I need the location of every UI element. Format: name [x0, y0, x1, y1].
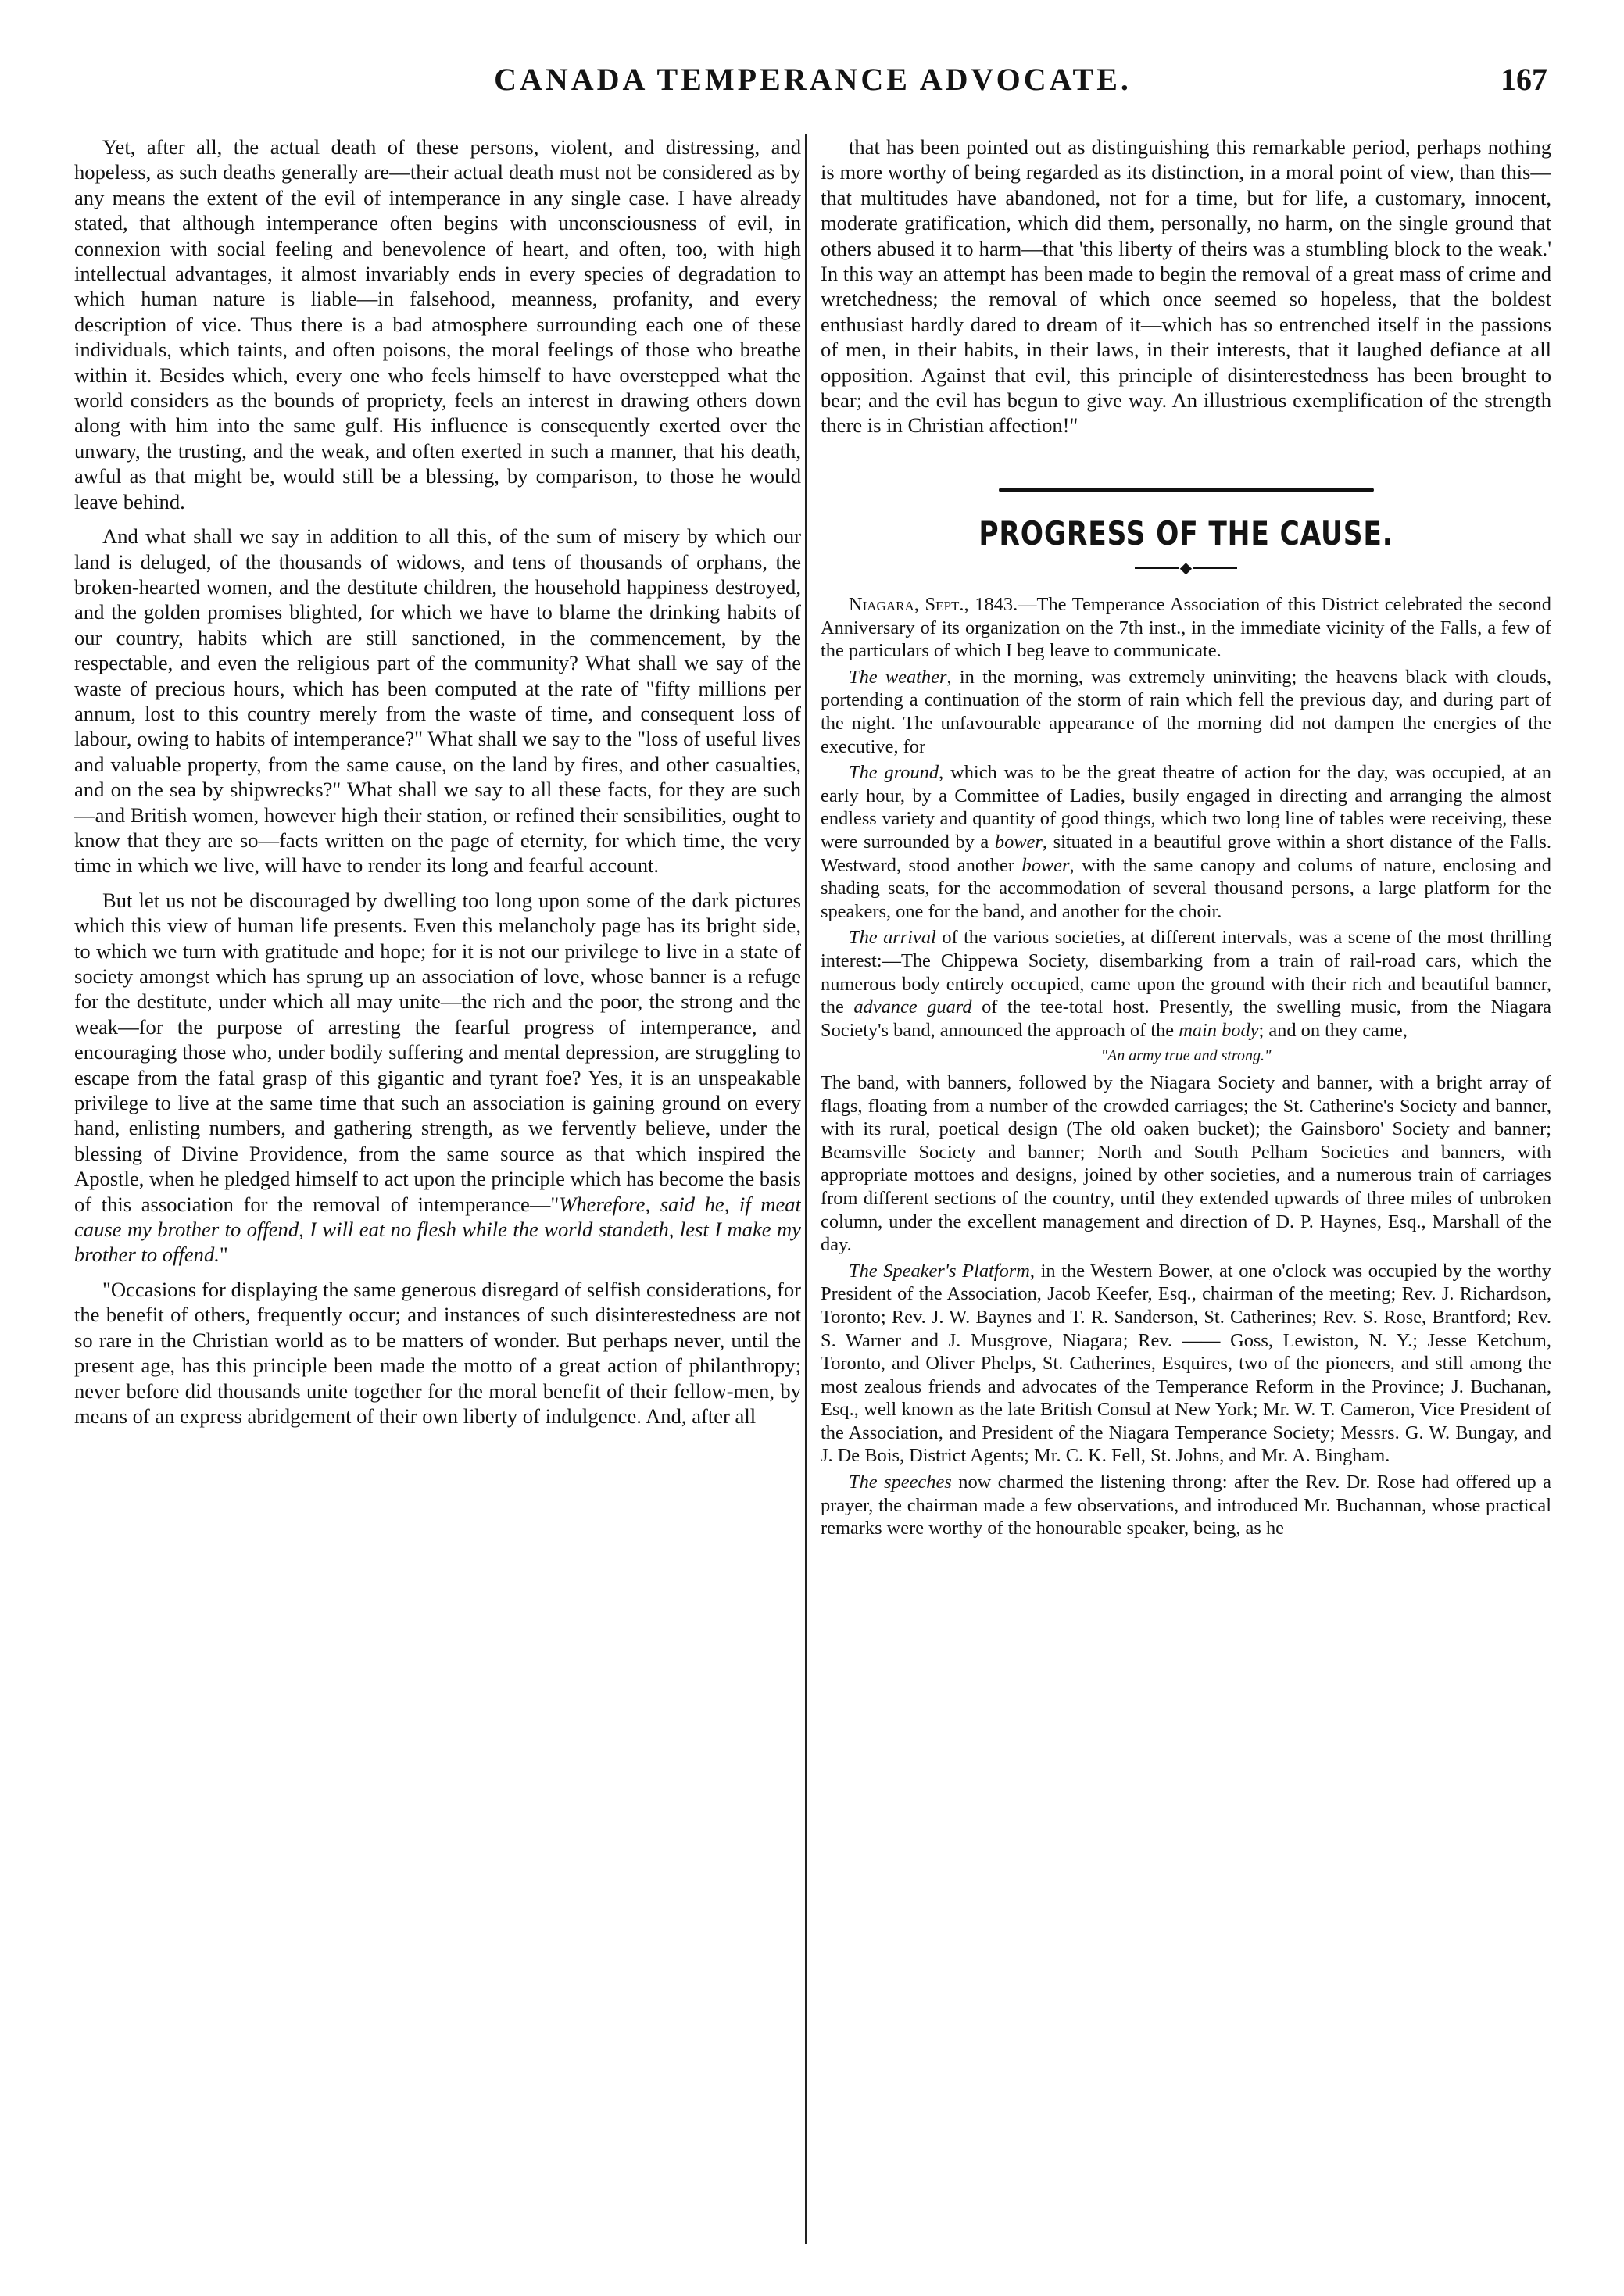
page-header: [78, 61, 1547, 108]
left-column: [74, 134, 801, 2244]
paragraph: [74, 888, 801, 1268]
paragraph: that has been pointed out as distinguishing this remarkable period, perhaps nothing is more worthy of being regarded as its distinction, in a moral point of view, than this—that multitudes have abandoned, not for a time, but for life, a customary, innocent, moderate gratification, which did them, personally, no harm, on the single ground that others abused it to harm—that 'this liberty of theirs was a stumbling block to the weak.' In this way an attempt has been made to begin the removal of a great mass of crime and wretchedness; the removal of which once seemed so hopeless, that the boldest enthusiast hardly dared to dream of it—which has so entrenched itself in the passions of men, in their habits, in their laws, in their interests, that it laughed defiance at all opposition. Against that evil, this principle of disinterestedness has been brought to bear; and the evil has begun to give way. An illustrious exemplification of the strength there is in Christian affection!": [821, 135, 1551, 438]
scripture-quote: Wherefore, said he, if meat cause my brother to offend, I will eat no flesh while the world standeth, lest I make my brother to offend.: [74, 1192, 801, 1267]
lead-phrase: The ground: [849, 762, 939, 784]
ornament-divider: [821, 560, 1551, 576]
paragraph: The speeches now charmed the listening throng: after the Rev. Dr. Rose had offered up a prayer, the chairman made a few observations, and introduced Mr. Buchannan, whose practical remarks were worthy of the honourable speaker, being, as he: [821, 1472, 1551, 1540]
paragraph: The arrival of the various societies, at different intervals, was a scene of the most thrilling interest:—The Chippewa Society, disembarking from a train of rail-road cars, which the numerous body entirely occupied, came upon the ground with their rich and beautiful banner, the advance guard of the tee-total host. Presently, the swelling music, from the Niagara Society's band, announced the approach of the main body; and on they came,: [821, 927, 1551, 1041]
paragraph: And what shall we say in addition to all this, of the sum of misery by which our land is deluged, of the thousands of widows, and tens of thousands of orphans, the broken-hearted women, and the destitute children, the household happiness destroyed, and the golden promises blighted, for which we have to blame the drinking habits of our country, habits which are still sanctioned, in the commencement, by the respectable, and even the religious part of the community? What shall we say of the waste of precious hours, which has been computed at the rate of "fifty millions per annum, lost to this country merely from the waste of time, and consequent loss of labour, owing to habits of intemperance?" What shall we say to the "loss of useful lives and valuable property, from the same cause, on the land by fires, and other casualties, and on the sea by shipwrecks?" What shall we say to all these facts, for they are such—and British women, however high their station, or refined their sensibilities, ought to know that they are so—facts written on the page of eternity, for which time, the very time in which we live, will have to render its long and fearful account.: [74, 524, 801, 878]
paragraph: Yet, after all, the actual death of these persons, violent, and distressing, and hopeless, as such deaths generally are—their actual death must not be considered as by any means the extent of the evil of intemperance in any single case. I have already stated, that although intemperance often begins with unconsciousness of evil, in connexion with social feeling and benevolence of heart, and often, too, with high intellectual advantages, it almost invariably ends in every species of degradation to which human nature is liable—in falsehood, meanness, profanity, and every description of vice. Thus there is a bad atmosphere surrounding each one of these individuals, which taints, and often poisons, the moral feelings of those who breathe within it. Besides which, every one who feels himself to have overstepped what the world considers as the bounds of propriety, feels an interest in drawing others down along with him into the same gulf. His influence is consequently exerted over the unwary, the trusting, and the weak, and often exerted in such a manner, that his death, awful as that might be, would still be a blessing, by comparison, to those he would leave behind.: [74, 135, 801, 513]
lead-phrase: The weather: [849, 666, 947, 688]
section-rule: [821, 473, 1551, 498]
paragraph: The weather, in the morning, was extremely uninviting; the heavens black with clouds, portending a continuation of the storm of rain which fell the previous day, and during part of the night. The unfavourable appearance of the morning did not dampen the energies of the executive, for: [821, 666, 1551, 757]
paragraph: The Speaker's Platform, in the Western Bower, at one o'clock was occupied by the worthy President of the Association, Jacob Keefer, Esq., chairman of the meeting; Rev. J. Richardson, Toronto; Rev. J. W. Baynes and T. R. Sanderson, St. Catherines; Rev. S. Rose, Brantford; Rev. S. Warner and J. Musgrove, Niagara; Rev. —— Goss, Lewiston, N. Y.; Jesse Ketchum, Toronto, and Oliver Phelps, St. Catherines, Esquires, two of the pioneers, and still among the most zealous friends and advocates of the Temperance Reform in the Province; J. Buchanan, Esq., well known as the late British Consul at New York; Mr. W. T. Cameron, Vice President of the Association, and President of the Niagara Temperance Society; Messrs. G. W. Bungay, and J. De Bois, District Agents; Mr. C. K. Fell, St. Johns, and Mr. A. Bingham.: [821, 1260, 1551, 1467]
running-title: CANADA TEMPERANCE ADVOCATE.: [494, 62, 1132, 97]
paragraph: Niagara, Sept., 1843.—The Temperance Association of this District celebrated the second Anniversary of its organization on the 7th inst., in the immediate vicinity of the Falls, a few of the particulars of which I beg leave to communicate.: [821, 594, 1551, 662]
thick-rule: [999, 488, 1374, 492]
lead-phrase: The arrival: [849, 927, 936, 949]
paragraph-text: But let us not be discouraged by dwelling too long upon some of the dark pictures which this view of human life presents. Even this melancholy page has its bright side, to which we turn with gratitude and hope; for it is not our privilege to live in a state of society amongst which has sprung up an association of love, whose banner is a refuge for the destitute, under which all may unite—the rich and the poor, the strong and the weak—for the purpose of arresting the fearful progress of intemperance, and encouraging those who, under bodily suffering and mental depression, are struggling to escape from the fatal grasp of this gigantic and tyrant foe? Yes, it is an unspeakable privilege to live at the same time that such an association is gaining ground on every hand, enlisting numbers, and gathering strength, as we fervently believe, under the blessing of Divine Providence, from the same source as that which inspired the Apostle, when he pledged himself to act upon the principle which has become the basis of this association for the removal of intemperance—": [74, 888, 801, 1216]
diamond-icon: ◆: [1179, 560, 1193, 578]
paragraph: The ground, which was to be the great theatre of action for the day, was occupied, at an early hour, by a Committee of Ladies, busily engaged in directing and arranging the almost endless variety and quantity of good things, which two long line of tables were receiving, these were surrounded by a bower, situated in a beautiful grove within a short distance of the Falls. Westward, stood another bower, with the same canopy and colums of nature, enclosing and shading seats, for the accommodation of several thousand persons, a large platform for the speakers, one for the band, and another for the choir.: [821, 762, 1551, 922]
paragraph: The band, with banners, followed by the Niagara Society and banner, with a bright array of flags, floating from a number of the crowded carriages; the St. Catherine's Society and banner, with its rural, poetical design (The old oaken bucket); the Gainsboro' Society and banner; Beamsville Society and banner; North and South Pelham Societies and banners, with appropriate mottoes and designs, joined by other societies, and a numerous train of carriages from different sections of the country, until they extended upwards of three miles of unbroken column, under the excellent management and direction of D. P. Haynes, Esq., Marshall of the day.: [821, 1071, 1551, 1256]
page-number: 167: [1501, 62, 1547, 97]
paragraph: "Occasions for displaying the same generous disregard of selfish considerations, for the benefit of others, frequently occur; and instances of such disinterestedness are not so rare in the Christian world as to be matters of wonder. But perhaps never, until the present age, has this principle been made the motto of a great action of philanthropy; never before did thousands unite together for the moral benefit of their fellow-men, by means of an express abridgement of their own liberty of indulgence. And, after all: [74, 1277, 801, 1428]
lead-phrase: The speeches: [849, 1472, 952, 1493]
column-divider: [805, 134, 807, 2244]
dateline: Niagara, Sept.: [849, 594, 964, 616]
section-title: PROGRESS OF THE CAUSE.: [978, 514, 1393, 553]
lead-phrase: The Speaker's Platform: [849, 1260, 1030, 1282]
verse-quote: "An army true and strong.": [1100, 1047, 1272, 1065]
quote-end: ": [219, 1243, 228, 1267]
report-body: [821, 593, 1551, 1540]
right-column: [821, 134, 1551, 2244]
